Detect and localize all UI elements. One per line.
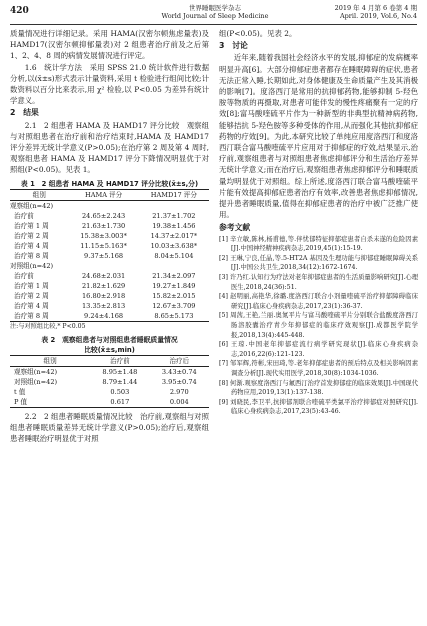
table2: [10, 355, 209, 408]
reference-item: [9] 刘晓民,李卫平,抗抑郁剂联合喹硫平类氯平治疗抑郁症对照研究[J].临床心身疾病杂志,2017,23(5):43-46.: [219, 398, 418, 416]
table1-note: 注:与对照组比较,* P<0.05: [10, 322, 86, 330]
reference-item: [8] 何渐.观察度洛西汀与氟西汀治疗首发抑郁症的临床效果[J].中国现代药物应用,2019,13(1):137-138.: [219, 379, 418, 397]
reference-item: [3] 许乃红.认知行为疗法对老年抑郁症患者的生活质量影响研究[J].心理医生,2018,24(36):51.: [219, 274, 418, 291]
references-list: [219, 235, 418, 417]
heading-discussion: 3 讨论: [219, 41, 248, 51]
reference-item: [4] 赵明丽,高艳华,徐璐.度洛西汀联合小剂量喹硫平治疗抑郁障碍临床研究[J].临床心身疾病杂志,2017,23(1):36-37.: [219, 293, 418, 310]
left-column: [10, 28, 209, 444]
table2-caption: [10, 335, 209, 355]
table2-caption-line2: 比较(x̄±s,min): [84, 345, 135, 354]
table-row: 观察组(n=42) 8.95±1.48 3.43±0.74: [14, 367, 197, 376]
heading-results: 2 结果: [10, 108, 39, 118]
table-row: 对照组(n=42) 8.79±1.44 3.95±0.74: [14, 377, 197, 386]
table1-group-observation: 观察组(n=42): [10, 201, 54, 210]
reference-item: [2] 王琳,宁良,任晶,等.5-HT2A 基因及生理功能与抑郁症睡眠障碍关系[J].中国公共卫生,2018,34(12):1672-1674.: [219, 254, 418, 272]
table-row: t 值 0.503 2.970: [14, 387, 189, 396]
journal-title: [130, 4, 300, 20]
reference-item: [1] 辛立敏,陈林,杨甫德,等.伴忧郁特征抑郁症患者自杀未遂的危险因素[J].中国神经精神疾病杂志,2019,45(1):15-19.: [219, 235, 418, 253]
table1-header-hama: HAMA 评分: [68, 189, 138, 200]
table-row: 治疗前 24.65±2.243 21.37±1.702: [14, 211, 196, 220]
reference-item: [7] 邹军辉,符彬,宋田琦,等.老年抑郁症患者的预后特点及相关影响因素调查分析[J].现代实用医学,2018,30(8):1034-1036.: [219, 360, 418, 377]
page-number: 420: [10, 6, 29, 16]
table1-header-group: 组别: [10, 189, 68, 200]
table-row: 治疗第 1 周 21.82±1.629 19.27±1.849: [14, 281, 196, 290]
journal-title-cn: 世界睡眠医学杂志: [189, 4, 241, 12]
right-column: [219, 28, 418, 417]
running-header: [10, 4, 417, 25]
references-heading: 参考文献: [219, 223, 251, 233]
table2-header-group: 组别: [10, 355, 90, 366]
table2-header-before: 治疗前: [90, 355, 149, 366]
table-row: 治疗第 1 周 21.63±1.730 19.38±1.456: [14, 221, 196, 230]
paragraph-intro: 质量情况进行详细记录。采用 HAMA(汉密尔顿焦虑量表)及 HAMD17(汉密尔顿抑郁量表)对 2 组患者治疗前及之后第 1、2、4、8 周的病情发展情况进行评定。: [10, 29, 209, 61]
table-row: 治疗第 8 周 9.24±4.168 8.65±5.173: [10, 311, 209, 322]
table-row: P 值 0.617 0.004: [10, 397, 209, 408]
issue-info: [335, 4, 417, 20]
reference-item: [5] 周茜,王艳,兰丽.奥氮平片与富马酸喹硫平片分别联合盐酸度洛西汀肠溶胶囊治疗青少年抑郁症的临床疗效观察[J].成都医学院学报,2018,13(4):445-448.: [219, 312, 418, 339]
paragraph-continued: 组(P<0.05)。见表 2。: [219, 29, 297, 38]
paragraph-result-1: 2.1 2 组患者 HAMA 及 HAMD17 评分比较 观察组与对照组患者在治疗前和治疗结束时,HAMA 及 HAMD17 评分差异无统计学意义(P>0.05);在治疗第 2 周及第 4 周时,观察组患者 HAMA 及 HAMD17 评分下降情况明显优于对照组(P<0.05)。见表 1。: [10, 120, 209, 175]
issue-date-en: April. 2019, Vol.6, No.4: [339, 12, 417, 20]
table2-caption-line1: 表 2 观察组患者与对照组患者睡眠质量情况: [41, 335, 178, 344]
table1-caption: 表 1 2 组患者 HAMA 及 HAMD17 评分比较(x̄±s,分): [20, 179, 199, 188]
table-row: 治疗第 8 周 9.37±5.168 8.04±5.104: [14, 251, 194, 260]
table-row: 治疗第 2 周 15.38±3.003* 14.37±2.017*: [14, 231, 198, 240]
table1-header-hamd: HAMD17 评分: [139, 189, 209, 200]
table-row: 治疗第 4 周 13.35±2.813 12.67±3.709: [14, 301, 196, 310]
paragraph-statistics: 1.6 统计学方法 采用 SPSS 21.0 统计软件进行数据分析,以(x̄±s)形式表示计量资料,采用 t 检验进行组间比较;计数资料以百分比来表示,用 χ² 检验,以 P<0.05 为差异有统计学意义。: [10, 62, 209, 106]
table-row: 治疗第 2 周 16.80±2.918 15.82±2.015: [14, 291, 196, 300]
journal-title-en: World Journal of Sleep Medicine: [161, 12, 269, 20]
table-row: 治疗前 24.68±2.031 21.34±2.097: [14, 271, 196, 280]
reference-item: [6] 王琼.中国老年抑郁症流行病学研究现状[J].临床心身疾病杂志,2016,22(6):121-123.: [219, 341, 418, 358]
table2-header-after: 治疗后: [150, 355, 209, 366]
table-row: 治疗第 4 周 11.15±5.163* 10.03±3.638*: [14, 241, 198, 250]
table1: [10, 189, 209, 322]
table1-group-control: 对照组(n=42): [10, 261, 54, 270]
paragraph-result-2: 2.2 2 组患者睡眠质量情况比较 治疗前,观察组与对照组患者睡眠质量差异无统计学意义(P>0.05);治疗后,观察组患者睡眠治疗明显优于对照: [10, 411, 209, 444]
issue-date-cn: 2019 年 4 月第 6 卷第 4 期: [334, 4, 417, 12]
paragraph-discussion: 近年来,随着我国社会经济水平的发展,抑郁症的发病概率明显升高[6]。大部分抑郁症患者都存在睡眠障碍的症状,患者无法正常入睡,长期如此,对身体健康及生命质量产生及其消极的影响[7]。度洛西汀是常用的抗抑郁药物,能够抑制 5-羟色胺等物质的再摄取,对患者可能伴发的慢性疼痛聚有一定的疗效[8];富马酸喹硫平片作为一种新型的非典型抗精神病药物,能够拮抗 5-羟色胺等多种受体的作用,从而强化其他抗抑郁症药物的疗效[9]。为此,本研究比较了单纯应用度洛西汀和度洛西汀联合富马酸喹硫平片应用对于抑郁症的疗效,结果显示,治疗前,观察组患者与对照组患者焦虑抑郁评分和生活治疗差异无统计学意义;而在治疗后,观察组患者焦虑抑郁评分和睡眠质量均明显优于对照组。综上所述,度洛西汀联合富马酸喹硫平片能有效提高抑郁症患者治疗有效率,改善患者焦虑抑郁情况,提升患者睡眠质量,值得在抑郁症患者的治疗中被广泛推广使用。: [219, 53, 418, 220]
